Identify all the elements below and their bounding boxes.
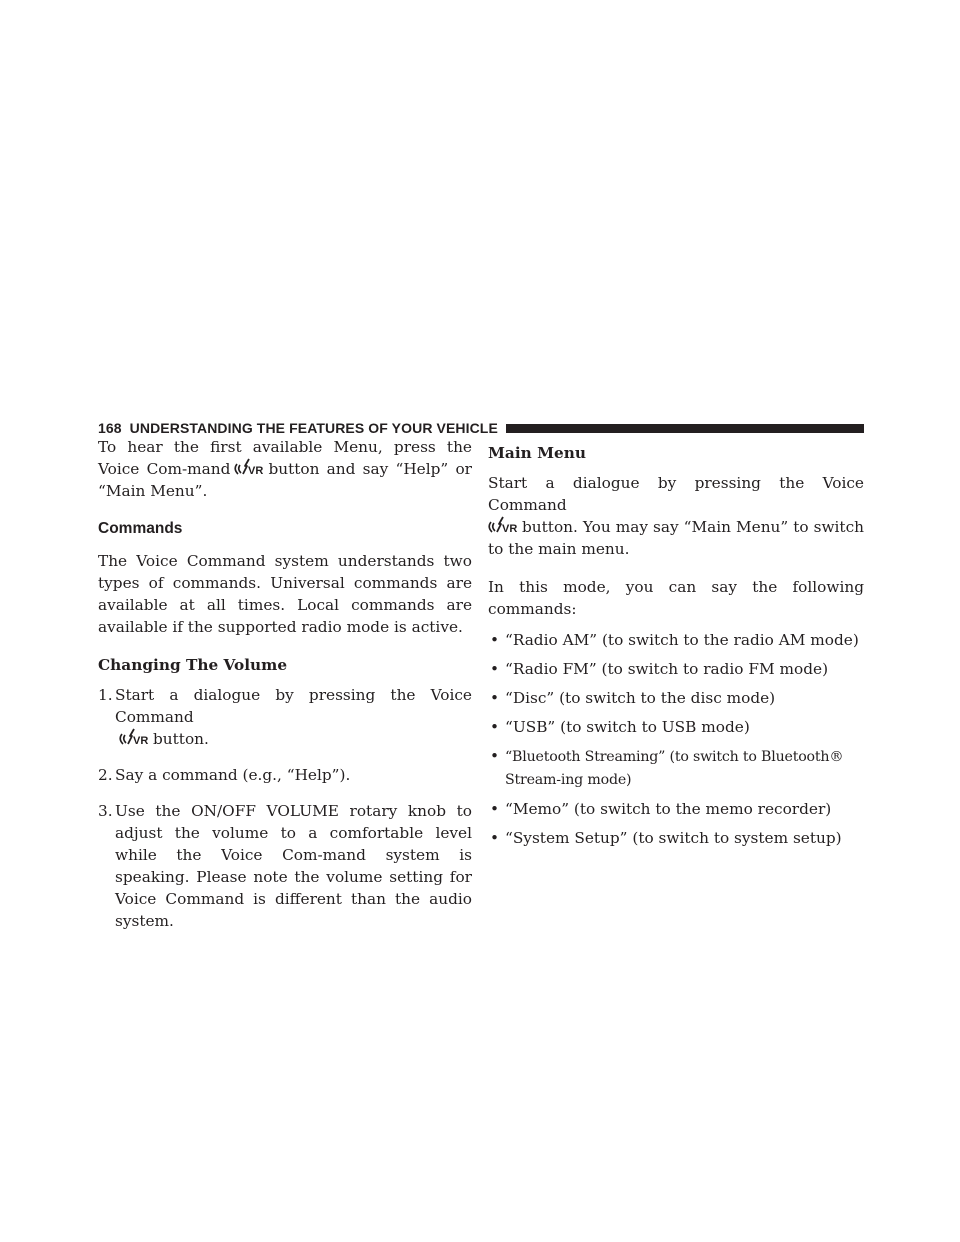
step-number: 3.	[98, 802, 113, 820]
step-number: 2.	[98, 766, 113, 784]
mode-intro: In this mode, you can say the following commands:	[488, 578, 864, 618]
volume-steps	[98, 684, 472, 932]
left-column	[98, 436, 472, 946]
page-number: 168	[98, 420, 122, 436]
step-text: Say a command (e.g., “Help”).	[115, 766, 351, 784]
list-item	[488, 745, 864, 791]
list-item-text: “Disc” (to switch to the disc mode)	[505, 689, 776, 707]
step-text-before: Start a dialogue by pressing the Voice Command	[115, 686, 472, 726]
main-menu-text-after: button. You may say “Main Menu” to switch to the main menu.	[488, 518, 864, 558]
bullet: •	[490, 718, 500, 736]
header-title: UNDERSTANDING THE FEATURES OF YOUR VEHICLE	[129, 420, 498, 436]
bullet: •	[490, 800, 500, 818]
list-item-text: “Bluetooth Streaming” (to switch to Bluetooth® Stream-ing mode)	[505, 749, 844, 788]
volume-heading: Changing The Volume	[98, 656, 288, 674]
bullet: •	[490, 660, 500, 678]
step-item	[98, 764, 472, 786]
list-item-text: “System Setup” (to switch to system setup)	[505, 829, 842, 847]
bullet: •	[490, 689, 500, 707]
bullet: •	[490, 631, 500, 649]
bullet: •	[490, 747, 500, 765]
voice-command-icon	[232, 458, 266, 476]
list-item-text: “Memo” (to switch to the memo recorder)	[505, 800, 832, 818]
voice-icon-label: VR	[502, 523, 518, 534]
list-item-text: “USB” (to switch to USB mode)	[505, 718, 750, 736]
commands-paragraph: The Voice Command system understands two types of commands. Universal commands are available at all times. Local commands are available if the supported radio mode is active.	[98, 552, 472, 636]
intro-text-before: To hear the first available Menu, press the Voice Com-mand	[98, 438, 472, 478]
voice-icon-label: VR	[133, 735, 149, 746]
list-item	[488, 658, 864, 680]
voice-command-icon	[486, 516, 520, 534]
intro-paragraph	[98, 436, 472, 502]
main-menu-heading: Main Menu	[488, 444, 587, 462]
voice-icon-label: VR	[248, 465, 264, 476]
list-item	[488, 798, 864, 820]
step-text: Use the ON/OFF VOLUME rotary knob to adjust the volume to a comfortable level while the Voice Com-mand system is speaking. Please note the volume setting for Voice Command is different than the audio system.	[115, 802, 472, 930]
list-item-text: “Radio AM” (to switch to the radio AM mode)	[505, 631, 859, 649]
step-item	[98, 684, 472, 750]
step-item	[98, 800, 472, 932]
main-menu-paragraph	[488, 472, 864, 560]
main-menu-text-before: Start a dialogue by pressing the Voice Command	[488, 474, 864, 514]
list-item	[488, 687, 864, 709]
header-rule	[506, 424, 864, 433]
bullet: •	[490, 829, 500, 847]
list-item	[488, 716, 864, 738]
voice-command-icon	[117, 728, 151, 746]
step-text-after: button.	[153, 730, 209, 748]
right-column	[488, 436, 864, 856]
list-item-text: “Radio FM” (to switch to radio FM mode)	[505, 660, 829, 678]
list-item	[488, 827, 864, 849]
commands-heading: Commands	[98, 520, 183, 537]
command-list	[488, 629, 864, 849]
list-item	[488, 629, 864, 651]
step-number: 1.	[98, 686, 113, 704]
intro-text-after: button and say “Help” or “Main Menu”.	[98, 460, 472, 500]
